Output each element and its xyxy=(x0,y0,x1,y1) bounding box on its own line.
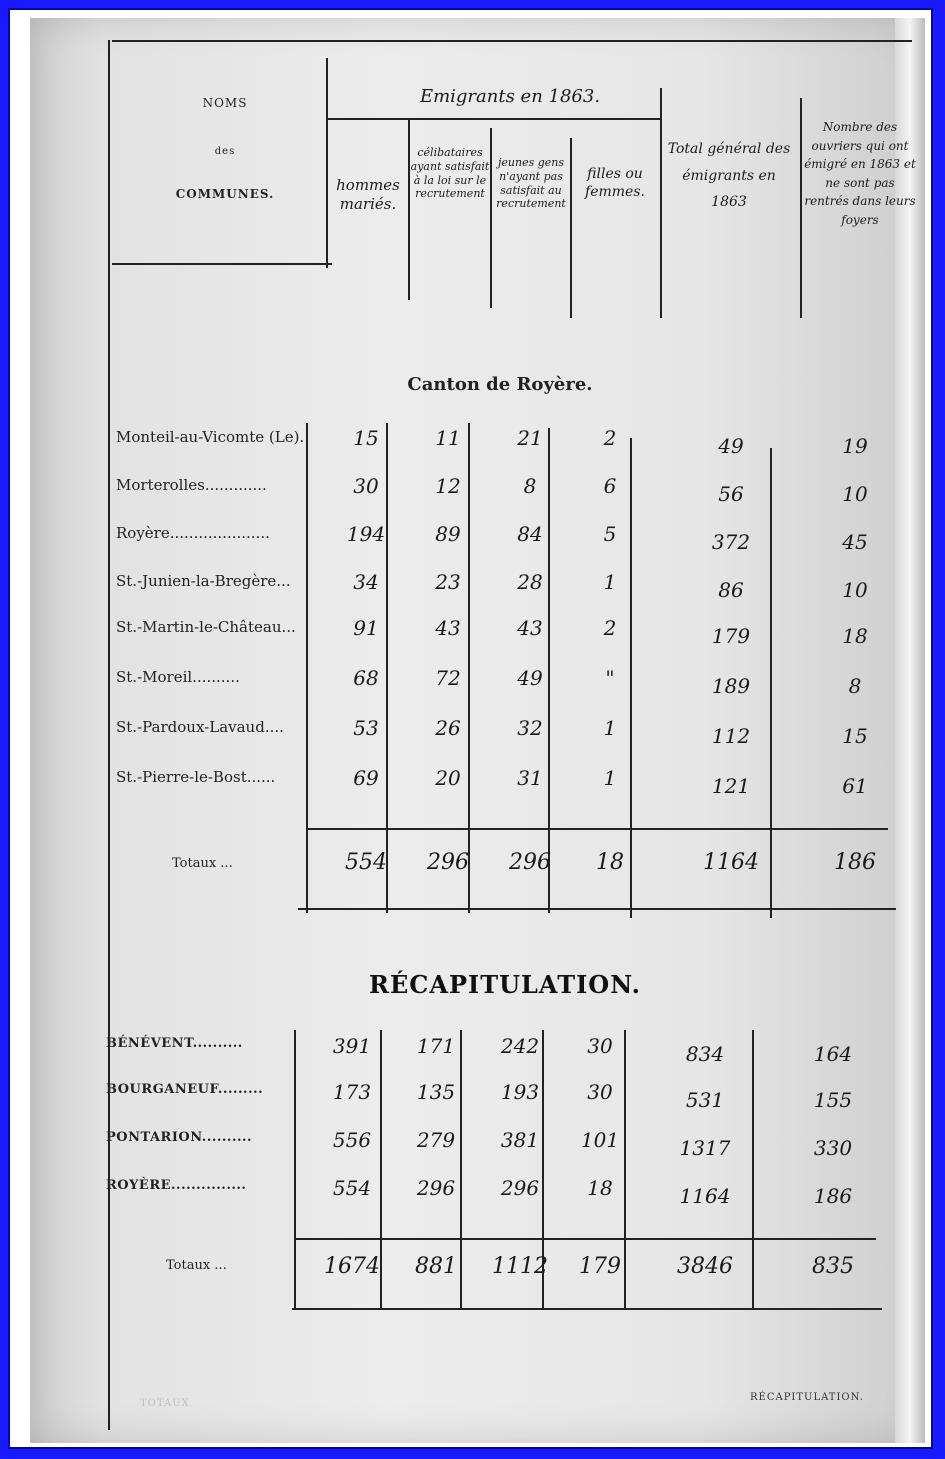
col-divider xyxy=(570,138,572,318)
canton-row-label: St.-Moreil.......... xyxy=(116,668,240,686)
canton-cell: 34 xyxy=(353,570,379,594)
recap-totals-label: Totaux ... xyxy=(166,1258,227,1273)
group-title-rule xyxy=(326,118,660,120)
subcol-filles-femmes: filles ou femmes. xyxy=(585,166,645,200)
canton-cell: 30 xyxy=(353,474,379,498)
recap-col-divider xyxy=(294,1030,296,1308)
col-divider xyxy=(490,128,492,308)
recap-cell: 186 xyxy=(813,1184,853,1208)
recap-cell: 101 xyxy=(580,1128,620,1152)
recap-total-cell: 1112 xyxy=(492,1254,548,1279)
canton-cell: 21 xyxy=(517,426,543,450)
canton-cell: 8 xyxy=(523,474,537,498)
canton-cell: 23 xyxy=(435,570,461,594)
recap-total-cell: 881 xyxy=(415,1254,457,1279)
canton-total-cell: 296 xyxy=(509,850,551,875)
canton-row-label: St.-Junien-la-Bregère... xyxy=(116,572,291,590)
canton-cell: 15 xyxy=(842,724,868,748)
canton-cell: 19 xyxy=(842,434,868,458)
canton-cell: 84 xyxy=(517,522,543,546)
canton-cell: 2 xyxy=(603,616,617,640)
canton-title: Canton de Royère. xyxy=(407,374,593,395)
recap-cell: 556 xyxy=(332,1128,372,1152)
recap-cell: 18 xyxy=(587,1176,613,1200)
canton-cell: 20 xyxy=(435,766,461,790)
canton-cell: 189 xyxy=(711,674,751,698)
recap-cell: 554 xyxy=(332,1176,372,1200)
footer-caption: RÉCAPITULATION. xyxy=(750,1392,864,1403)
recap-total-cell: 1674 xyxy=(324,1254,380,1279)
recap-cell: 279 xyxy=(416,1128,456,1152)
canton-cell: 1 xyxy=(603,766,617,790)
recap-cell: 391 xyxy=(332,1034,372,1058)
canton-cell: 12 xyxy=(435,474,461,498)
col-divider xyxy=(660,88,662,318)
canton-total-cell: 296 xyxy=(427,850,469,875)
subcol-hommes-maries: hommes mariés. xyxy=(336,176,400,213)
canton-total-cell: 186 xyxy=(834,850,876,875)
recap-cell: 330 xyxy=(813,1136,853,1160)
table-top-border xyxy=(112,40,912,42)
subcol-total-general: Total général des émigrants en 1863 xyxy=(667,141,791,211)
canton-cell: 15 xyxy=(353,426,379,450)
col-divider xyxy=(800,98,802,318)
recap-cell: 30 xyxy=(587,1080,613,1104)
canton-row-label: Monteil-au-Vicomte (Le). xyxy=(116,428,305,446)
canton-sum-rule xyxy=(308,828,888,830)
recap-cell: 164 xyxy=(813,1042,853,1066)
recap-cell: 381 xyxy=(500,1128,540,1152)
recap-cell: 171 xyxy=(416,1034,456,1058)
table-left-border xyxy=(108,40,110,1430)
recap-total-cell: 835 xyxy=(812,1254,854,1279)
group-title: Emigrants en 1863. xyxy=(419,86,601,107)
header-noms: NOMS xyxy=(202,96,248,110)
recap-row-label: BOURGANEUF......... xyxy=(106,1082,264,1097)
canton-row-label: St.-Pierre-le-Bost...... xyxy=(116,768,276,786)
canton-cell: 10 xyxy=(842,482,868,506)
canton-cell: 72 xyxy=(435,666,461,690)
canton-cell: " xyxy=(605,666,615,690)
recap-cell: 1317 xyxy=(679,1136,731,1160)
canton-cell: 194 xyxy=(346,522,386,546)
canton-cell: 8 xyxy=(848,674,862,698)
canton-total-cell: 1164 xyxy=(703,850,759,875)
canton-cell: 49 xyxy=(517,666,543,690)
recap-bottom-rule xyxy=(292,1308,882,1310)
canton-row-label: Royère..................... xyxy=(116,524,270,542)
canton-cell: 10 xyxy=(842,578,868,602)
canton-cell: 61 xyxy=(842,774,868,798)
recap-cell: 173 xyxy=(332,1080,372,1104)
canton-totals-label: Totaux ... xyxy=(172,856,233,871)
canton-cell: 5 xyxy=(603,522,617,546)
recap-cell: 834 xyxy=(685,1042,725,1066)
recap-row-label: ROYÈRE............... xyxy=(106,1178,247,1193)
canton-cell: 68 xyxy=(353,666,379,690)
recap-total-cell: 179 xyxy=(579,1254,621,1279)
canton-cell: 372 xyxy=(711,530,751,554)
faded-footer-text: TOTAUX xyxy=(140,1398,190,1409)
canton-cell: 31 xyxy=(517,766,543,790)
header-des: des xyxy=(214,146,236,157)
canton-cell: 2 xyxy=(603,426,617,450)
canton-cell: 53 xyxy=(353,716,379,740)
recap-row-label: PONTARION.......... xyxy=(106,1130,253,1145)
canton-cell: 45 xyxy=(842,530,868,554)
recap-cell: 531 xyxy=(685,1088,725,1112)
header-communes: COMMUNES. xyxy=(175,187,275,201)
noms-header xyxy=(170,96,280,201)
canton-cell: 49 xyxy=(718,434,744,458)
canton-cell: 69 xyxy=(353,766,379,790)
canton-cell: 6 xyxy=(603,474,617,498)
canton-row-label: St.-Martin-le-Château... xyxy=(116,618,296,636)
recap-cell: 30 xyxy=(587,1034,613,1058)
canton-cell: 1 xyxy=(603,716,617,740)
recap-cell: 135 xyxy=(416,1080,456,1104)
canton-bottom-rule xyxy=(298,908,896,910)
document-page xyxy=(30,18,925,1443)
canton-row-label: St.-Pardoux-Lavaud.... xyxy=(116,718,284,736)
canton-cell: 86 xyxy=(718,578,744,602)
canton-cell: 18 xyxy=(842,624,868,648)
canton-cell: 28 xyxy=(517,570,543,594)
canton-cell: 43 xyxy=(435,616,461,640)
canton-total-cell: 554 xyxy=(345,850,387,875)
canton-cell: 26 xyxy=(435,716,461,740)
canton-cell: 89 xyxy=(435,522,461,546)
header-bottom-rule xyxy=(112,263,332,265)
recap-total-cell: 3846 xyxy=(677,1254,733,1279)
canton-col-divider xyxy=(306,423,308,913)
canton-cell: 32 xyxy=(517,716,543,740)
subcol-jeunes-gens: jeunes gens n'ayant pas satisfait au recrutement xyxy=(496,156,566,211)
col-divider xyxy=(326,58,328,268)
canton-cell: 112 xyxy=(711,724,751,748)
canton-total-cell: 18 xyxy=(596,850,624,875)
canton-cell: 1 xyxy=(603,570,617,594)
canton-cell: 91 xyxy=(353,616,379,640)
canton-cell: 11 xyxy=(435,426,461,450)
canton-cell: 43 xyxy=(517,616,543,640)
canton-cell: 121 xyxy=(711,774,751,798)
recap-title: RÉCAPITULATION. xyxy=(369,970,641,999)
canton-cell: 56 xyxy=(718,482,744,506)
image-frame xyxy=(8,8,933,1449)
recap-sum-rule xyxy=(296,1238,876,1240)
subcol-celibataires: célibataires ayant satisfait à la loi sur le recrutement xyxy=(410,146,490,201)
recap-cell: 193 xyxy=(500,1080,540,1104)
subcol-nombre-ouvriers: Nombre des ouvriers qui ont émigré en 1863 et ne sont pas rentrés dans leurs foyers xyxy=(804,120,916,227)
recap-cell: 155 xyxy=(813,1088,853,1112)
canton-cell: 179 xyxy=(711,624,751,648)
recap-cell: 296 xyxy=(416,1176,456,1200)
recap-cell: 242 xyxy=(500,1034,540,1058)
recap-cell: 1164 xyxy=(679,1184,731,1208)
canton-row-label: Morterolles............. xyxy=(116,476,267,494)
recap-cell: 296 xyxy=(500,1176,540,1200)
recap-row-label: BÉNÉVENT.......... xyxy=(106,1036,243,1051)
